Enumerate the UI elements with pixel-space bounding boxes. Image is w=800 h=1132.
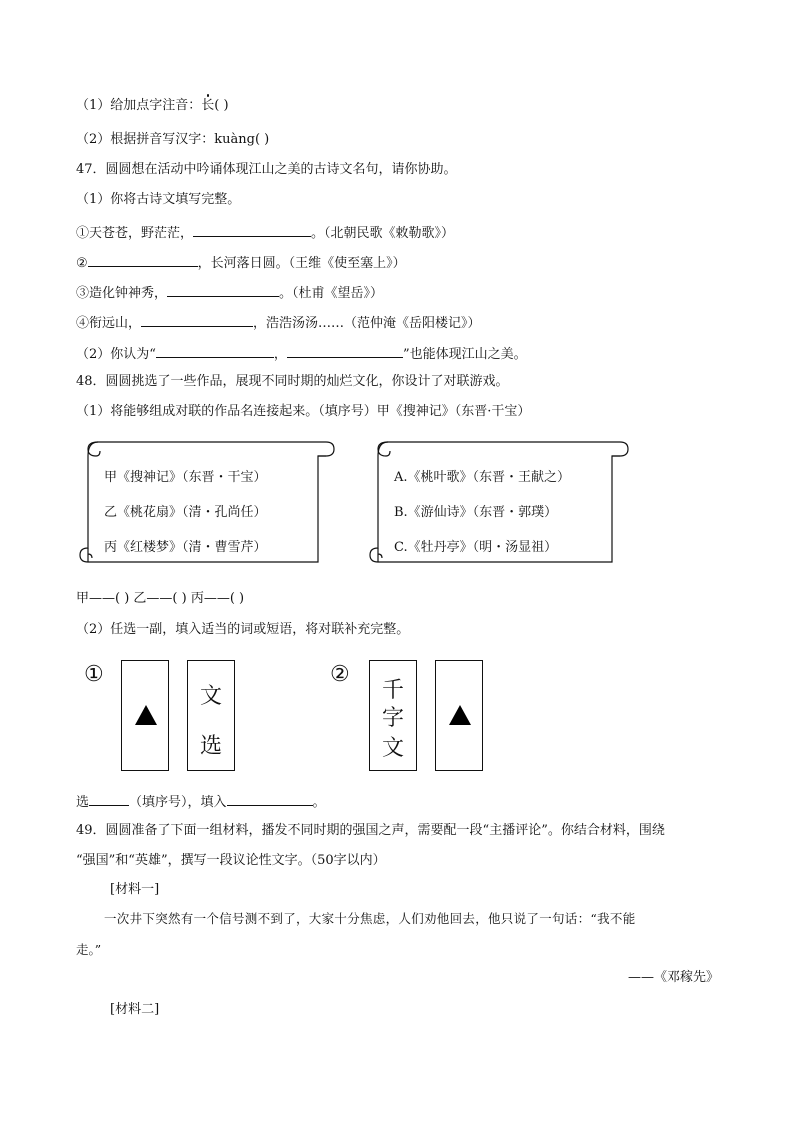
material-2-label: [材料二] bbox=[110, 1002, 160, 1017]
select-number-blank[interactable] bbox=[89, 791, 129, 806]
q46-sub1-answer-paren[interactable]: ( ) bbox=[214, 98, 229, 113]
couplet-char: 千 bbox=[381, 678, 404, 703]
material-1-source: ——《邓稼先》 bbox=[628, 970, 720, 985]
q48-sub2: （2）任选一副，填入适当的词或短语，将对联补充完整。 bbox=[76, 622, 410, 637]
q49-title: 49．圆圆准备了下面一组材料，播发不同时期的强国之声，需要配一段“主播评论”。你结合材料，围绕 bbox=[76, 823, 665, 838]
q47-blank-5[interactable] bbox=[156, 343, 274, 358]
q47-blank-6[interactable] bbox=[287, 343, 403, 358]
couplet-2-left-panel bbox=[369, 660, 417, 771]
q47-l1-pre: ①天苍苍，野茫茫， bbox=[76, 226, 194, 241]
q47-sub2-mid: ， bbox=[273, 347, 287, 362]
q48-select-line bbox=[76, 791, 326, 812]
q47-blank-1[interactable] bbox=[193, 222, 311, 237]
couplet-1-number: ① bbox=[84, 662, 104, 687]
q47-line-2 bbox=[76, 252, 406, 273]
right-item-a: A.《桃叶歌》（东晋・王献之） bbox=[394, 470, 571, 485]
q48-sub1: （1）将能够组成对联的作品名连接起来。（填序号）甲《搜神记》（东晋·干宝） bbox=[76, 404, 531, 419]
q47-line-4 bbox=[76, 312, 481, 333]
select-post: 。 bbox=[312, 795, 326, 810]
triangle-icon bbox=[449, 705, 471, 725]
q47-blank-2[interactable] bbox=[88, 252, 198, 267]
q47-l2-pre: ② bbox=[76, 256, 88, 271]
material-1-text: 一次井下突然有一个信号测不到了，大家十分焦虑，人们劝他回去，他只说了一句话：“我不能 bbox=[104, 911, 636, 926]
q47-line-1 bbox=[76, 222, 454, 243]
couplet-1-left-panel[interactable] bbox=[121, 660, 169, 771]
q49-title-2: “强国”和“英雄”，撰写一段议论性文字。（50字以内） bbox=[76, 853, 386, 868]
right-scroll bbox=[366, 436, 632, 570]
left-item-yi: 乙《桃花扇》（清・孔尚任） bbox=[104, 505, 267, 520]
q47-l2-post: ，长河落日圆。（王维《使至塞上》） bbox=[197, 256, 406, 271]
q47-sub2 bbox=[76, 343, 527, 364]
q47-l3-post: 。（杜甫《望岳》） bbox=[279, 286, 384, 301]
dotted-char: 长 bbox=[201, 98, 215, 113]
couplet-char: 字 bbox=[381, 706, 404, 731]
left-scroll bbox=[76, 436, 338, 570]
couplet-2-right-panel[interactable] bbox=[435, 660, 483, 771]
q47-sub2-pre: （2）你认为“ bbox=[76, 347, 156, 362]
couplet-1-right-panel bbox=[187, 660, 235, 771]
q47-title: 47．圆圆想在活动中吟诵体现江山之美的古诗文名句，请你协助。 bbox=[76, 162, 457, 177]
q47-l4-pre: ④衔远山， bbox=[76, 316, 142, 331]
right-item-b: B.《游仙诗》（东晋・郭璞） bbox=[394, 505, 558, 520]
q46-sub1-line bbox=[76, 97, 229, 115]
q46-sub2-line: （2）根据拼音写汉字：kuàng( ) bbox=[76, 132, 270, 147]
couplet-char: 文 bbox=[381, 736, 404, 761]
left-item-bing: 丙《红楼梦》（清・曹雪芹） bbox=[104, 540, 267, 555]
q47-l4-post: ，浩浩汤汤……（范仲淹《岳阳楼记》） bbox=[253, 316, 481, 331]
q47-blank-3[interactable] bbox=[167, 282, 279, 297]
fill-phrase-blank[interactable] bbox=[227, 791, 313, 806]
q47-blank-4[interactable] bbox=[141, 312, 253, 327]
couplet-char: 文 bbox=[199, 684, 222, 709]
q48-title: 48．圆圆挑选了一些作品，展现不同时期的灿烂文化，你设计了对联游戏。 bbox=[76, 374, 509, 389]
q47-sub2-post: ”也能体现江山之美。 bbox=[402, 347, 527, 362]
q46-sub1-text: （1）给加点字注音： bbox=[76, 98, 202, 113]
q47-l1-post: 。（北朝民歌《敕勒歌》） bbox=[311, 226, 455, 241]
q47-line-3 bbox=[76, 282, 383, 303]
couplet-2-number: ② bbox=[330, 662, 350, 687]
q47-sub1: （1）你将古诗文填写完整。 bbox=[76, 192, 241, 207]
left-item-jia: 甲《搜神记》（东晋・干宝） bbox=[104, 470, 267, 485]
triangle-icon bbox=[135, 705, 157, 725]
select-mid: （填序号），填入 bbox=[129, 795, 227, 810]
right-item-c: C.《牡丹亭》（明・汤显祖） bbox=[394, 540, 558, 555]
material-1-label: [材料一] bbox=[110, 882, 160, 897]
couplet-char: 选 bbox=[199, 734, 222, 759]
q47-l3-pre: ③造化钟神秀， bbox=[76, 286, 168, 301]
q48-match-line[interactable]: 甲——( ) 乙——( ) 丙——( ) bbox=[76, 591, 245, 606]
select-pre: 选 bbox=[76, 795, 90, 810]
material-1-text-cont: 走。” bbox=[76, 942, 102, 957]
